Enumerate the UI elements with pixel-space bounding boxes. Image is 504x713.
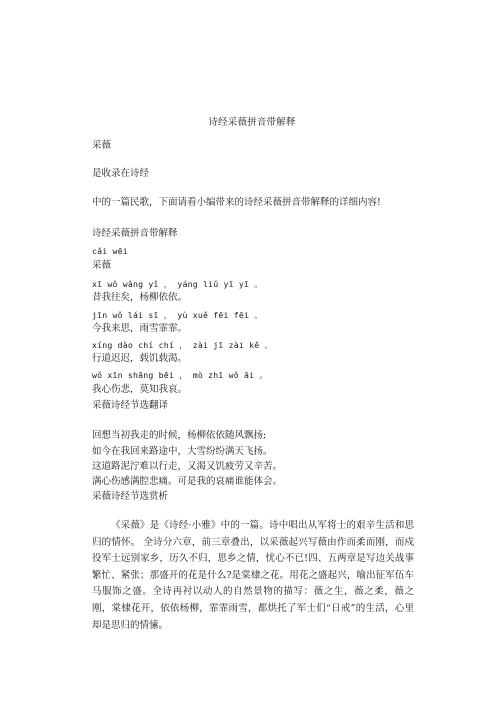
intro-line-2: 中的一篇民歌，下面请看小编带来的诗经采薇拼音带解释的详细内容! <box>92 197 381 208</box>
section-title-appreciation: 采薇诗经节选赏析 <box>92 491 169 502</box>
poem-title: 采薇 <box>92 260 112 271</box>
poem-text-line: 今我来思，雨雪霏霏。 <box>92 323 188 334</box>
poem-title-pinyin: cǎi wēi <box>92 246 128 256</box>
heading: 采薇 <box>92 140 112 151</box>
poem-text-line: 昔我往矣，杨柳依依。 <box>92 292 188 303</box>
translation-line: 满心伤感满腔悲痛。可是我的哀痛谁能体会。 <box>92 476 283 487</box>
section-title-translation: 采薇诗经节选翻译 <box>92 400 169 411</box>
section-title-pinyin: 诗经采薇拼音带解释 <box>92 228 178 239</box>
poem-pinyin-line: xíng dào chí chí ， zài jī zài kě 。 <box>92 340 273 350</box>
poem-pinyin-line: wǒ xīn shāng bēi ， mò zhī wǒ āi 。 <box>92 370 268 380</box>
poem-text-line: 行道迟迟，载饥载渴。 <box>92 353 188 364</box>
intro-line-1: 是收录在诗经 <box>92 168 150 179</box>
poem-pinyin-line: jīn wǒ lái sī ， yù xuě fēi fēi 。 <box>92 310 263 320</box>
document-title: 诗经采薇拼音带解释 <box>208 117 296 128</box>
appreciation-paragraph: 《采薇》是《诗经·小雅》中的一篇。诗中唱出从军将士的艰辛生活和思归的情怀。 全诗分六章，前三章叠出，以采薇起兴写薇由作而柔而刚，而戍役军士远别家乡，历久不归，思乡之情，忧心不已!四、五两章是写边关战事繁忙、紧张；那盛开的花是什么?是棠棣之花。用花之盛起兴，喻出征军伍车马服饰之盛。全诗再衬以动人的自然景物的描写：薇之生，薇之柔，薇之刚，棠棣花开，依依杨柳，霏霏雨雪，都烘托了军士们“日戒”的生活，心里却是思归的情愫。 <box>92 520 414 631</box>
translation-line: 这道路泥泞难以行走，又渴又饥疲劳又辛苦。 <box>92 461 283 472</box>
translation-line: 如今在我回来路途中，大雪纷纷满天飞扬。 <box>92 446 273 457</box>
poem-text-line: 我心伤悲，莫知我哀。 <box>92 384 188 395</box>
translation-line: 回想当初我走的时候，杨柳依依随风飘扬; <box>92 430 267 441</box>
poem-pinyin-line: xī wǒ wǎng yǐ ， yáng liǔ yī yī 。 <box>92 279 263 289</box>
